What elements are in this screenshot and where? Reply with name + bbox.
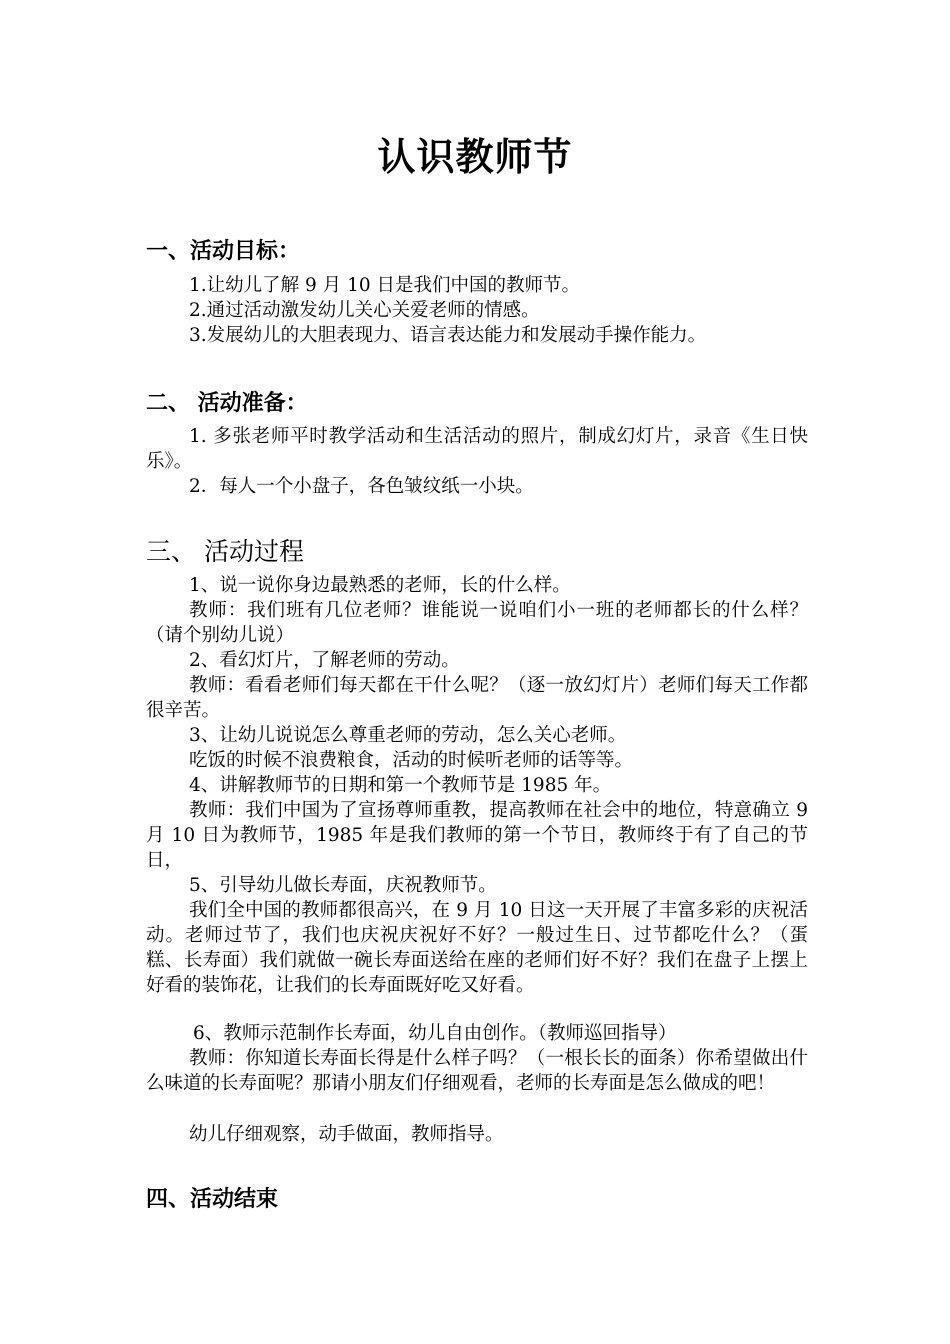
process-text-1: 教师：我们班有几位老师？谁能说一说咱们小一班的老师都长的什么样？（请个别幼儿说） [146, 600, 808, 646]
goal-item-1: 1.让幼儿了解 9 月 10 日是我们中国的教师节。 [189, 275, 580, 296]
process-text-7: 幼儿仔细观察，动手做面，教师指导。 [189, 1124, 504, 1145]
process-step-5: 5、引导幼儿做长寿面，庆祝教师节。 [189, 875, 497, 896]
process-text-5: 我们全中国的教师都很高兴，在 9 月 10 日这一天开展了丰富多彩的庆祝活动。老师过节了，我们也庆祝庆祝好不好？一般过生日、过节都吃什么？（蛋糕、长寿面）我们就做一碗长寿面送给在座的老师们好不好？我们在盘子上摆上好看的装饰花，让我们的长寿面既好吃又好看。 [146, 900, 808, 996]
section-heading-goals: 一、活动目标： [146, 239, 301, 264]
section-heading-end: 四、活动结束 [146, 1187, 279, 1212]
process-step-4: 4、讲解教师节的日期和第一个教师节是 1985 年。 [189, 775, 612, 796]
process-step-3: 3、让幼儿说说怎么尊重老师的劳动，怎么关心老师。 [189, 725, 627, 746]
process-text-2: 教师：看看老师们每天都在干什么呢？（逐一放幻灯片）老师们每天工作都很辛苦。 [146, 675, 808, 721]
document-title: 认识教师节 [377, 135, 573, 179]
process-text-6: 教师：你知道长寿面长得是什么样子吗？（一根长长的面条）你希望做出什么味道的长寿面呢？那请小朋友们仔细观看，老师的长寿面是怎么做成的吧！ [146, 1048, 808, 1094]
section-heading-process: 三、 活动过程 [146, 537, 304, 566]
process-step-1: 1、说一说你身边最熟悉的老师，长的什么样。 [189, 575, 571, 596]
prep-item-1: 1. 多张老师平时教学活动和生活活动的照片，制成幻灯片，录音《生日快乐》。 [146, 426, 808, 472]
goal-item-3: 3.发展幼儿的大胆表现力、语言表达能力和发展动手操作能力。 [189, 325, 707, 346]
process-step-2: 2、看幻灯片，了解老师的劳动。 [189, 650, 460, 671]
goal-item-2: 2.通过活动激发幼儿关心关爱老师的情感。 [189, 300, 540, 321]
process-step-6: 6、教师示范制作长寿面，幼儿自由创作。（教师巡回指导） [193, 1023, 677, 1044]
prep-item-2: 2．每人一个小盘子，各色皱纹纸一小块。 [189, 476, 534, 497]
section-heading-preparation: 二、 活动准备： [146, 391, 308, 416]
process-text-4: 教师：我们中国为了宣扬尊师重教，提高教师在社会中的地位，特意确立 9 月 10 日为教师节，1985 年是我们教师的第一个节日，教师终于有了自己的节日， [146, 800, 808, 871]
process-text-3: 吃饭的时候不浪费粮食，活动的时候听老师的话等等。 [189, 750, 634, 771]
